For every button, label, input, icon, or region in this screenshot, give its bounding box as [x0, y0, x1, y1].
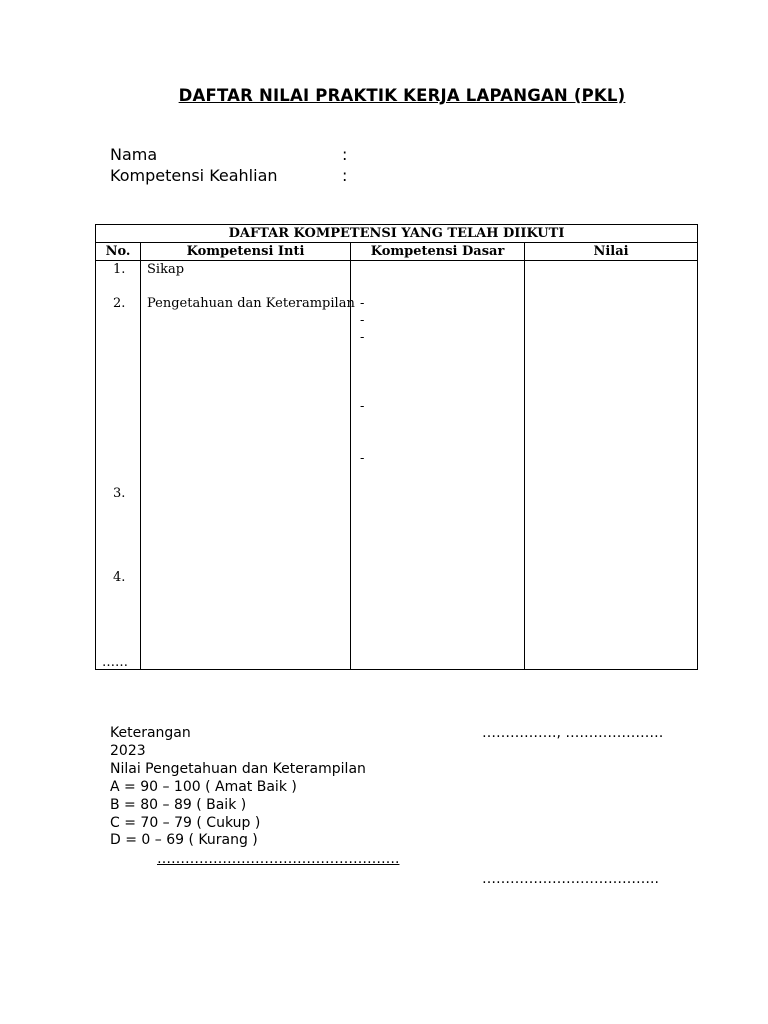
column-header-kompetensi-inti: Kompetensi Inti	[141, 243, 351, 261]
signature-line-left: …………………………………………….	[157, 851, 400, 867]
kompetensi-dasar-dash: -	[360, 296, 365, 311]
year-text: 2023	[110, 743, 146, 759]
row-number: 2.	[113, 296, 126, 311]
column-header-nilai: Nilai	[525, 243, 698, 261]
kompetensi-dasar-dash: -	[360, 399, 365, 414]
kompetensi-inti-item: Sikap	[147, 262, 185, 277]
field-label-kompetensi-keahlian: Kompetensi Keahlian	[110, 166, 278, 185]
kompetensi-dasar-dash: -	[360, 313, 365, 328]
field-kompetensi-keahlian	[0, 166, 768, 186]
kompetensi-dasar-dash: -	[360, 330, 365, 345]
page-title: DAFTAR NILAI PRAKTIK KERJA LAPANGAN (PKL)	[178, 86, 626, 105]
competency-table	[95, 224, 698, 670]
row-number: 3.	[113, 486, 126, 501]
grade-a: A = 90 – 100 ( Amat Baik )	[110, 779, 297, 795]
kompetensi-dasar-cell	[351, 261, 525, 670]
place-date-line: ……………., …………………	[482, 725, 664, 741]
nilai-cell	[525, 261, 698, 670]
grading-subtitle: Nilai Pengetahuan dan Keterampilan	[110, 761, 366, 777]
grade-c: C = 70 – 79 ( Cukup )	[110, 815, 261, 831]
kompetensi-dasar-dash: -	[360, 451, 365, 466]
field-colon-kompetensi-keahlian: :	[342, 166, 348, 185]
no-column-cell	[96, 261, 141, 670]
grade-d: D = 0 – 69 ( Kurang )	[110, 832, 258, 848]
field-nama	[0, 145, 768, 165]
kompetensi-inti-item: Pengetahuan dan Keterampilan	[147, 296, 355, 311]
keterangan-label: Keterangan	[110, 725, 191, 741]
row-number: ……	[102, 655, 128, 670]
field-label-nama: Nama	[110, 145, 158, 164]
column-header-kompetensi-dasar: Kompetensi Dasar	[351, 243, 525, 261]
row-number: 1.	[113, 262, 126, 277]
grade-b: B = 80 – 89 ( Baik )	[110, 797, 247, 813]
column-header-no: No.	[96, 243, 141, 261]
kompetensi-inti-cell	[141, 261, 355, 670]
table-heading: DAFTAR KOMPETENSI YANG TELAH DIIKUTI	[96, 225, 698, 243]
signature-line-right: ………………………………..	[482, 871, 659, 887]
field-colon-nama: :	[342, 145, 348, 164]
row-number: 4.	[113, 570, 126, 585]
